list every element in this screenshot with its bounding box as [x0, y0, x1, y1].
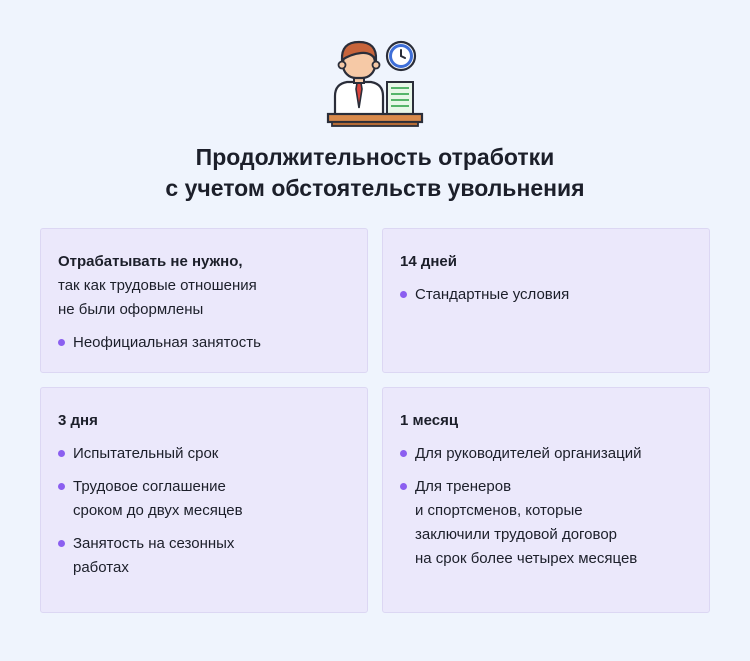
card-heading: 1 месяц: [400, 412, 459, 429]
card-1-month: [382, 387, 710, 613]
list-item: [400, 475, 692, 571]
bullet-list: [400, 283, 692, 307]
card-no-working-off: [40, 228, 368, 373]
bullet-dot-icon: [58, 540, 65, 547]
card-heading: 3 дня: [58, 412, 98, 429]
bullet-dot-icon: [400, 450, 407, 457]
card-heading: 14 дней: [400, 253, 457, 270]
bullet-list: [58, 331, 350, 355]
list-item: [400, 283, 692, 307]
office-worker-icon: [325, 36, 425, 128]
card-heading: Отрабатывать не нужно,: [58, 253, 243, 270]
list-item-text: Стандартные условия: [415, 286, 570, 303]
bullet-dot-icon: [58, 483, 65, 490]
bullet-list: [58, 442, 350, 580]
bullet-dot-icon: [400, 483, 407, 490]
list-item-text: Занятость на сезонных работах: [73, 535, 235, 576]
list-item: [58, 442, 350, 466]
list-item-text: Для тренеров и спортсменов, которые заключили трудовой договор на срок более четырех месяцев: [415, 478, 638, 567]
card-3-days: [40, 387, 368, 613]
bullet-list: [400, 442, 692, 571]
list-item-text: Неофициальная занятость: [73, 334, 261, 351]
list-item-text: Для руководителей организаций: [415, 445, 642, 462]
list-item: [58, 475, 350, 523]
office-worker-illustration: [325, 36, 425, 128]
list-item-text: Трудовое соглашение сроком до двух месяцев: [73, 478, 243, 519]
title-line-1: Продолжительность отработки: [195, 144, 555, 170]
bullet-dot-icon: [400, 291, 407, 298]
list-item: [58, 331, 350, 355]
list-item-text: Испытательный срок: [73, 445, 219, 462]
title-line-2: с учетом обстоятельств увольнения: [165, 175, 585, 201]
page-title: [0, 142, 750, 204]
bullet-dot-icon: [58, 339, 65, 346]
card-subtext: так как трудовые отношения не были оформлены: [58, 277, 257, 318]
list-item: [58, 532, 350, 580]
card-14-days: [382, 228, 710, 373]
list-item: [400, 442, 692, 466]
bullet-dot-icon: [58, 450, 65, 457]
